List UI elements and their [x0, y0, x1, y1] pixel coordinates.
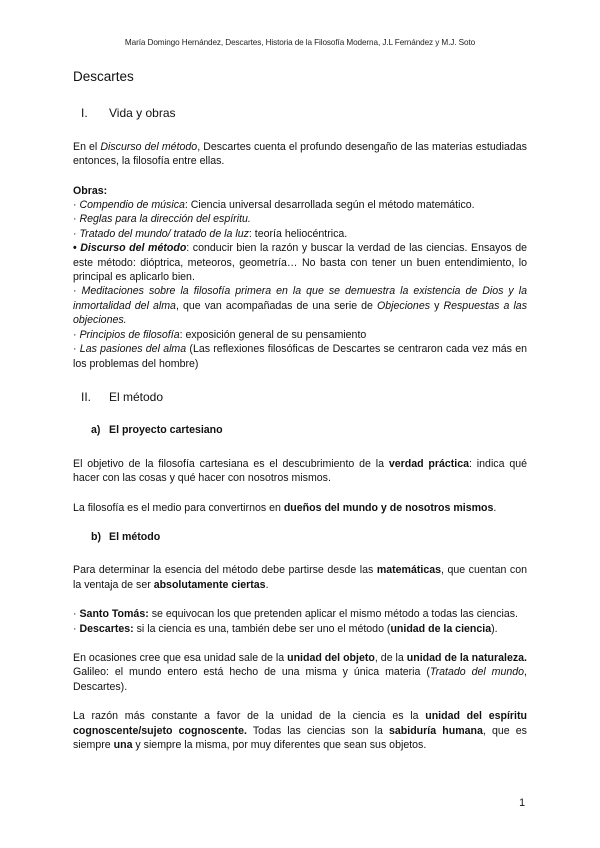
section-heading-metodo — [73, 390, 527, 404]
works-label: Obras: — [73, 184, 108, 197]
section-title: El método — [109, 389, 164, 404]
section-number: II. — [81, 389, 92, 404]
section-heading-vida — [73, 106, 527, 120]
paragraph: En ocasiones cree que esa unidad sale de la unidad del objeto, de la unidad de la naturaleza. Galileo: el mundo entero está hecho de una misma y única materia (Tratado del mundo, Descartes). — [73, 651, 527, 693]
work-item: · Meditaciones sobre la filosofía primera en la que se demuestra la existencia de Dios y la inmortalidad del alma, que van acompañadas de una serie de Objeciones y Respuestas a las objeciones. — [73, 285, 527, 327]
work-item: · Principios de filosofía: exposición general de su pensamiento — [73, 328, 367, 341]
work-item: · Tratado del mundo/ tratado de la luz: teoría heliocéntrica. — [73, 227, 348, 240]
paragraph: Para determinar la esencia del método debe partirse desde las matemáticas, que cuentan con la ventaja de ser absolutamente ciertas. — [73, 564, 527, 591]
work-item: · Las pasiones del alma (Las reflexiones filosóficas de Descartes se centraron cada vez más en los problemas del hombre) — [73, 343, 527, 370]
paragraph: · Santo Tomás: se equivocan los que pretenden aplicar el mismo método a todas las ciencias. — [73, 608, 518, 621]
running-header: María Domingo Hernández, Descartes, Historia de la Filosofía Moderna, J.L Fernández y M.J. Soto — [124, 38, 476, 47]
intro-paragraph: En el Discurso del método, Descartes cuenta el profundo desengaño de las materias estudiadas entonces, la filosofía entre ellas. — [73, 140, 527, 168]
paragraph: La razón más constante a favor de la unidad de la ciencia es la unidad del espíritu cognoscente/sujeto cognoscente. Todas las ciencias son la sabiduría humana, que es siempre una y siempre la misma, por muy diferentes que sean sus objetos. — [73, 710, 527, 751]
paragraph: · Descartes: si la ciencia es una, también debe ser uno el método (unidad de la ciencia). — [73, 622, 498, 635]
section-title: Vida y obras — [109, 106, 176, 121]
work-item: • Discurso del método: conducir bien la razón y buscar la verdad de las ciencias. Ensayos de este método: dióptrica, meteoros, geometría… No basta con tener un buen entendimiento, lo principal es aplicarlo bien. — [73, 242, 528, 284]
section-number: I. — [81, 106, 88, 121]
page-content — [73, 70, 527, 752]
page-number: 1 — [519, 797, 525, 809]
page-title: Descartes — [73, 69, 134, 84]
paragraph: El objetivo de la filosofía cartesiana es el descubrimiento de la verdad práctica: indica qué hacer con las cosas y qué hacer con nosotros mismos. — [73, 457, 527, 485]
subsection-heading-a: a) El proyecto cartesiano — [91, 424, 223, 437]
subsection-heading-b: b) El método — [91, 530, 161, 543]
work-item: · Reglas para la dirección del espíritu. — [73, 213, 251, 226]
paragraph: La filosofía es el medio para convertirnos en dueños del mundo y de nosotros mismos. — [73, 501, 497, 514]
work-item: · Compendio de música: Ciencia universal desarrollada según el método matemático. — [73, 199, 475, 212]
